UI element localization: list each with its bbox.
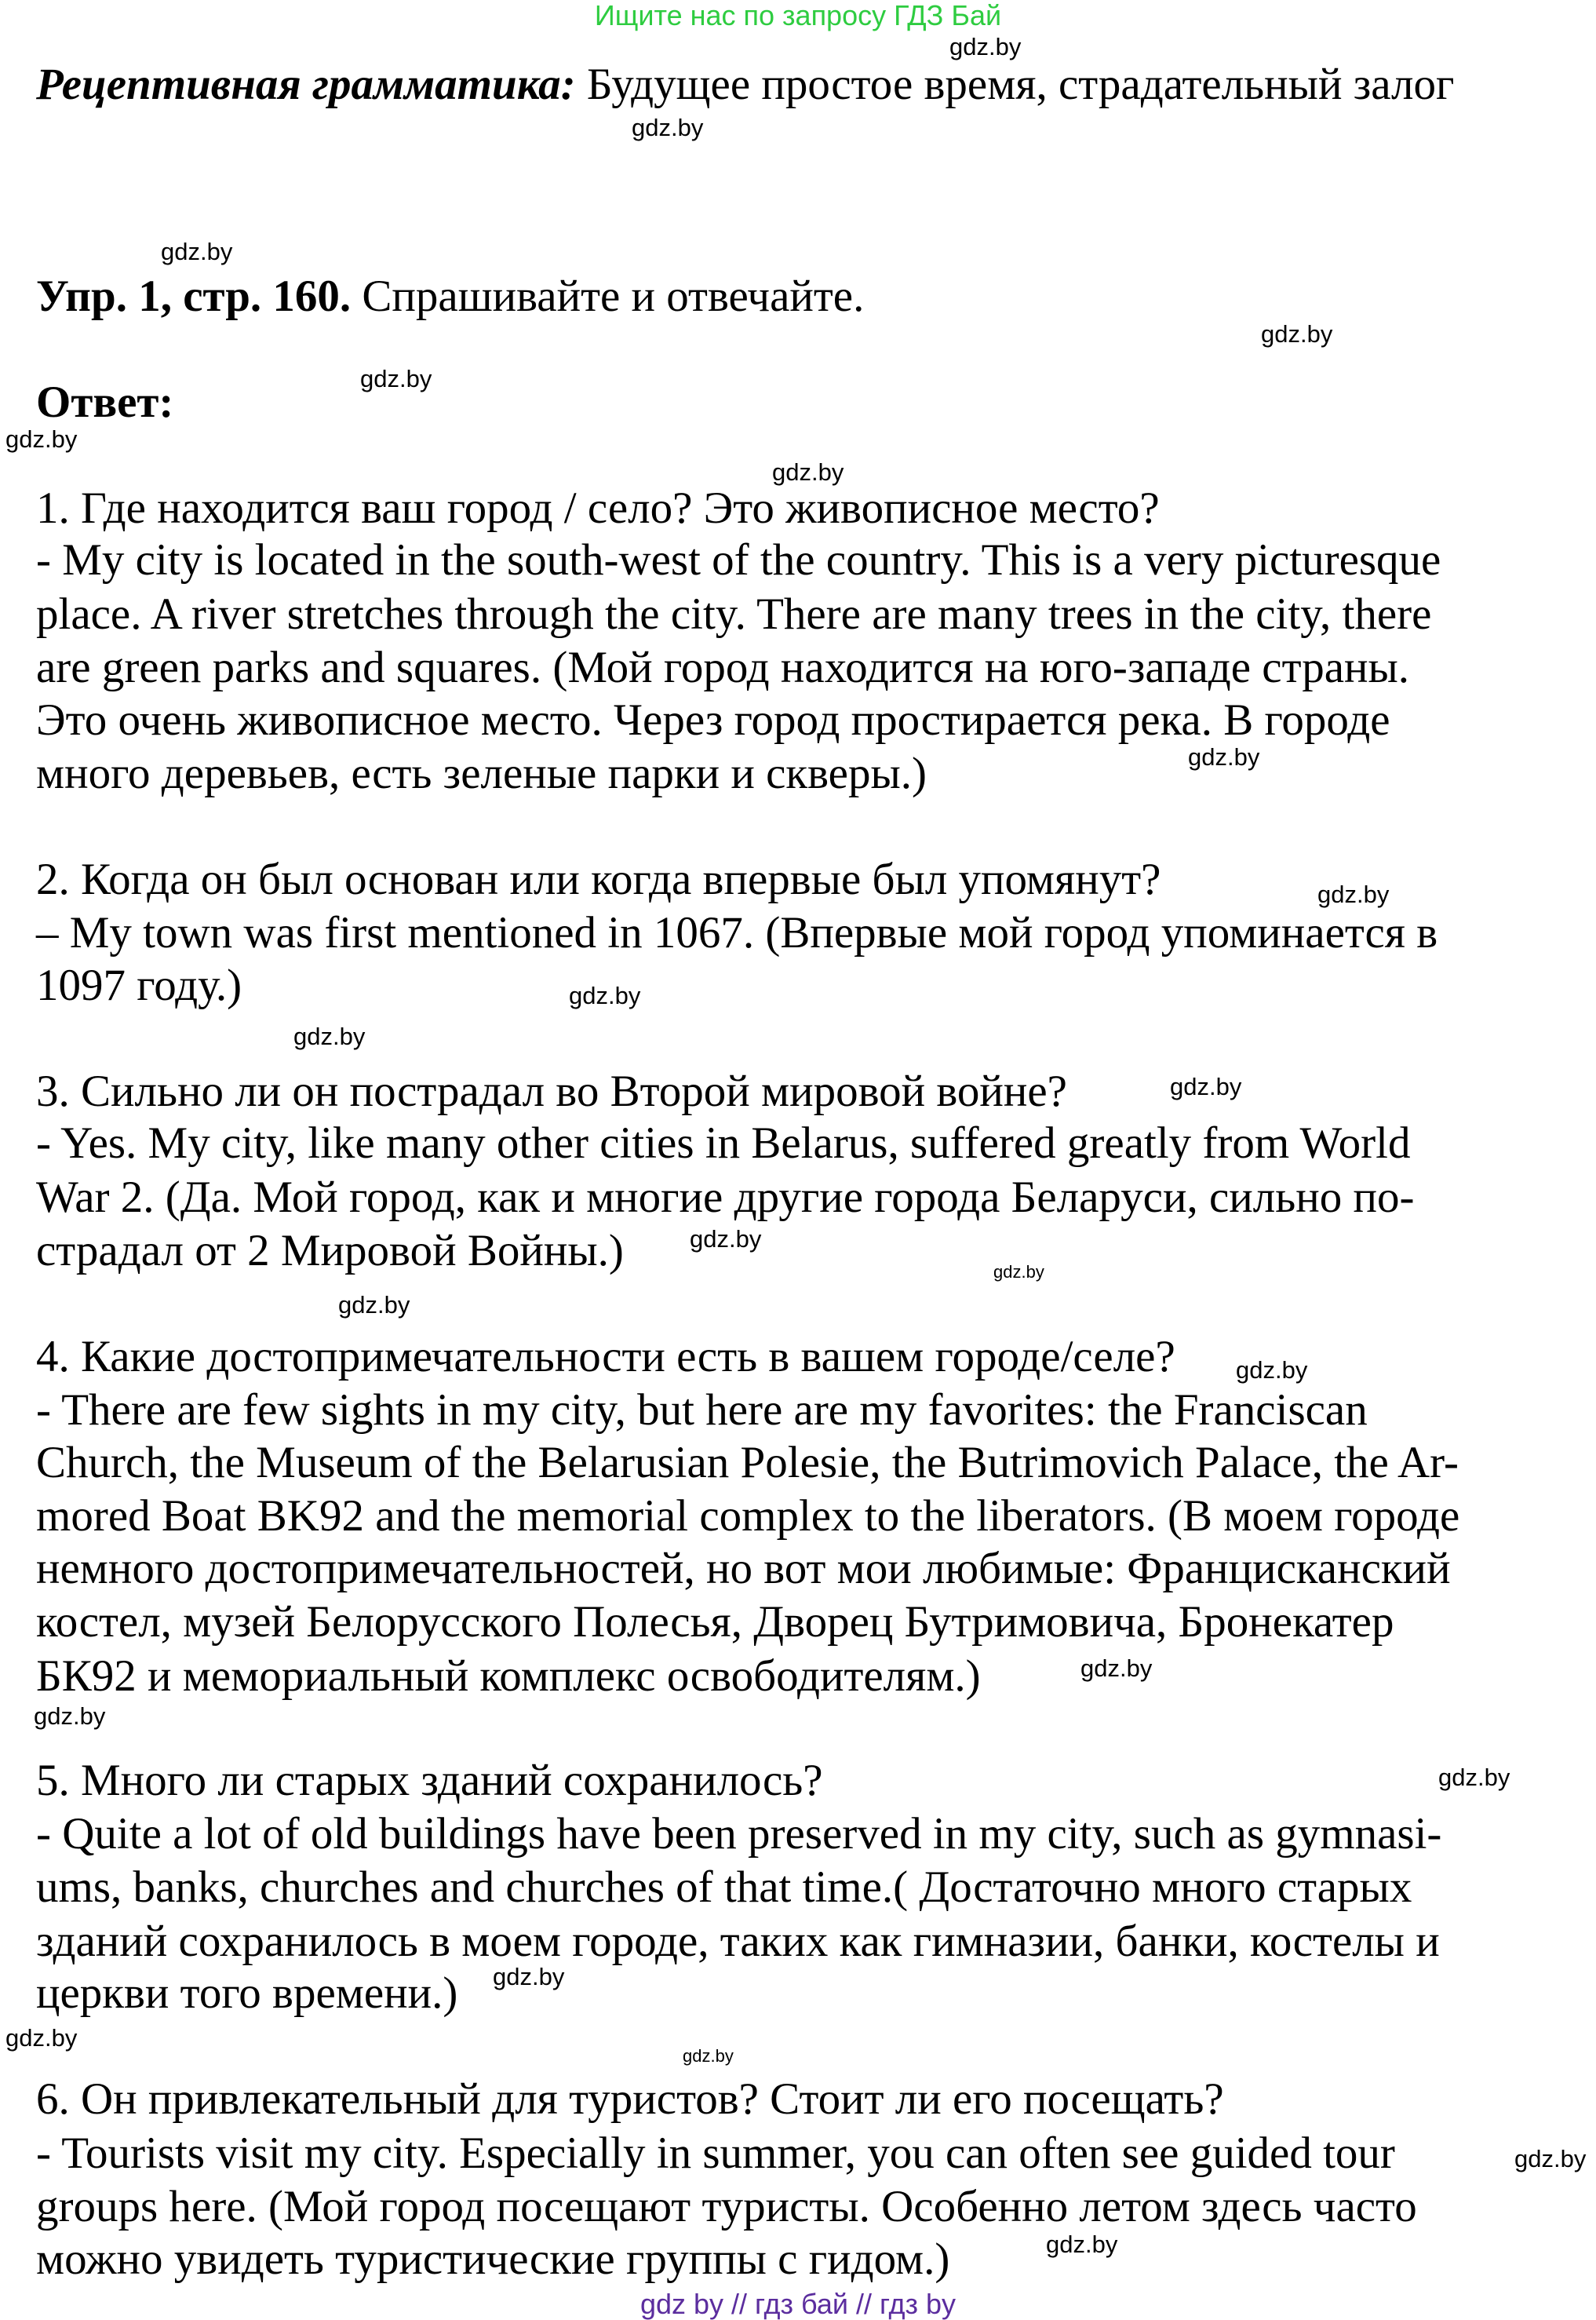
watermark: gdz.by [772,458,844,486]
watermark: gdz.by [690,1225,762,1253]
title-text: Будущее простое время, страдательный залог [575,60,1455,109]
watermark: gdz.by [683,2046,734,2066]
title-label: Рецептивная грамматика: [36,60,576,109]
watermark: gdz.by [632,114,704,141]
watermark: gdz.by [161,238,233,265]
top-banner[interactable]: Ищите нас по запросу ГДЗ Бай [594,0,1002,31]
answer-line: - Yes. My city, like many other cities in Belarus, suffered greatly from World [36,1118,1411,1168]
exercise-number: Упр. 1, стр. 160. [36,272,352,321]
watermark: gdz.by [1046,2231,1118,2258]
watermark: gdz.by [569,982,641,1009]
watermark: gdz.by [1438,1764,1510,1791]
watermark: gdz.by [949,33,1022,60]
watermark: gdz.by [1080,1654,1153,1682]
answer-line: mored Boat BK92 and the memorial complex to the liberators. (В моем городе [36,1491,1460,1541]
answer-line: костел, музей Белорусского Полесья, Дворец Бутримовича, Бронекатер [36,1597,1394,1647]
answer-line: зданий сохранилось в моем городе, таких как гимназии, банки, костелы и [36,1917,1440,1966]
answer-line: War 2. (Да. Мой город, как и многие другие города Беларуси, сильно по- [36,1173,1415,1222]
watermark: gdz.by [993,1262,1044,1282]
watermark: gdz.by [493,1963,565,1990]
answer-line: 1097 году.) [36,961,242,1010]
watermark: gdz.by [5,2024,78,2052]
answer-line: - There are few sights in my city, but here are my favorites: the Franciscan [36,1385,1368,1435]
answer-line: - Tourists visit my city. Especially in summer, you can often see guided tour [36,2128,1395,2178]
answer-line: много деревьев, есть зеленые парки и скверы.) [36,749,927,798]
question-line: 2. Когда он был основан или когда впервые был упомянут? [36,855,1161,904]
watermark: gdz.by [34,1702,106,1730]
answer-line: - My city is located in the south-west of the country. This is a very picturesque [36,535,1441,585]
answer-line: БК92 и мемориальный комплекс освободителям.) [36,1651,981,1701]
watermark: gdz.by [1317,881,1390,908]
watermark: gdz.by [1236,1356,1308,1384]
answer-line: страдал от 2 Мировой Войны.) [36,1226,624,1275]
watermark: gdz.by [338,1291,410,1319]
exercise-text: Спрашивайте и отвечайте. [351,272,865,321]
question-line: 5. Много ли старых зданий сохранилось? [36,1756,823,1805]
answer-label [36,379,173,426]
watermark: gdz.by [1514,2145,1587,2172]
answer-line: церкви того времени.) [36,1968,458,2018]
answer-line: groups here. (Мой город посещают туристы. Особенно летом здесь часто [36,2182,1417,2231]
page-title [36,61,1454,108]
watermark: gdz.by [5,425,78,453]
watermark: gdz.by [293,1023,366,1050]
question-line: 3. Сильно ли он пострадал во Второй мировой войне? [36,1067,1067,1116]
watermark: gdz.by [1170,1073,1242,1100]
watermark: gdz.by [360,365,432,392]
answer-line: – My town was first mentioned in 1067. (Впервые мой город упоминается в [36,908,1438,958]
watermark: gdz.by [1188,743,1260,771]
answer-line: - Quite a lot of old buildings have been preserved in my city, such as gymnasi- [36,1809,1442,1859]
answer-label-text: Ответ: [36,378,174,427]
footer-links[interactable]: gdz by // гдз бай // гдз by [639,2288,957,2320]
answer-line: Это очень живописное место. Через город простирается река. В городе [36,695,1390,745]
answer-line: ums, banks, churches and churches of that time.( Достаточно много старых [36,1862,1412,1912]
question-line: 1. Где находится ваш город / село? Это живописное место? [36,483,1160,533]
answer-line: are green parks and squares. (Мой город находится на юго-западе страны. [36,643,1410,692]
exercise-heading [36,273,864,320]
answer-line: Church, the Museum of the Belarusian Polesie, the Butrimovich Palace, the Ar- [36,1438,1459,1487]
question-line: 4. Какие достопримечательности есть в вашем городе/селе? [36,1332,1175,1381]
answer-line: можно увидеть туристические группы с гидом.) [36,2234,950,2284]
answer-line: place. A river stretches through the city. There are many trees in the city, there [36,589,1432,639]
watermark: gdz.by [1261,320,1333,348]
answer-line: немного достопримечательностей, но вот мои любимые: Францисканский [36,1544,1451,1593]
question-line: 6. Он привлекательный для туристов? Стоит ли его посещать? [36,2074,1224,2124]
